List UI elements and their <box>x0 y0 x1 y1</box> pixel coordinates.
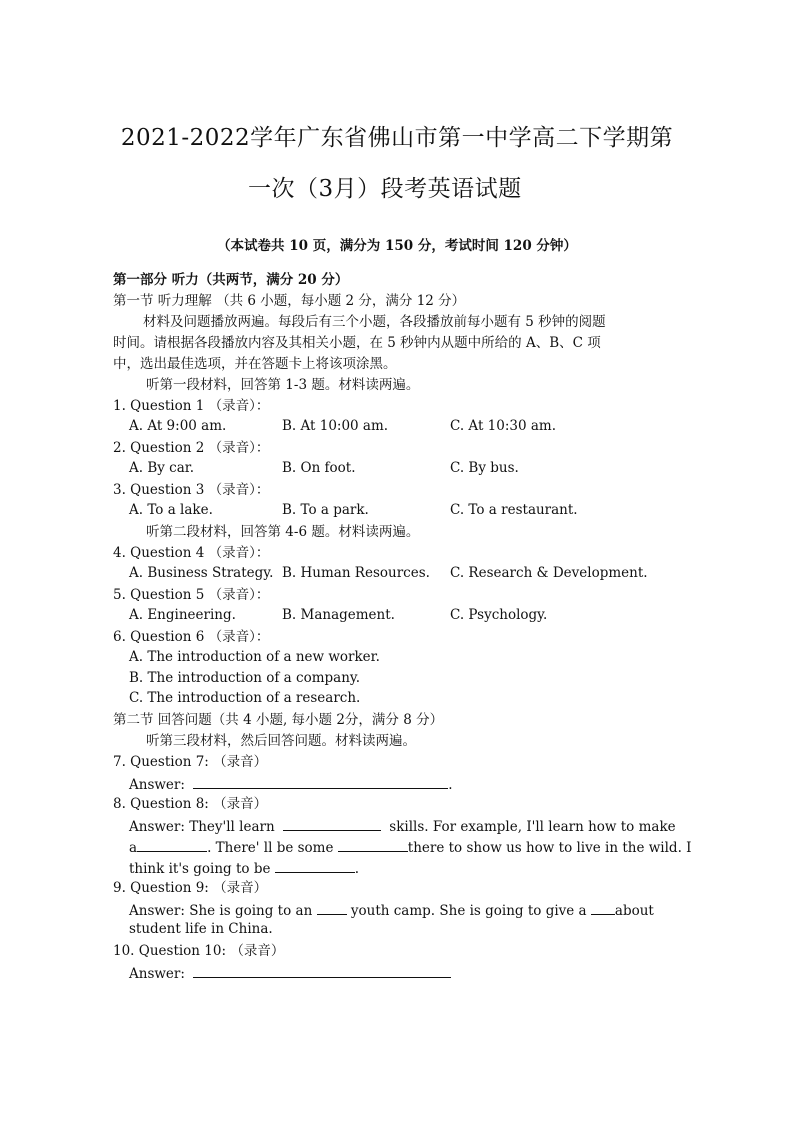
option-a: A. By car. <box>129 460 195 476</box>
listen-instruction-2: 听第二段材料，回答第 4-6 题。材料读两遍。 <box>146 524 420 540</box>
answer-text: about <box>614 903 654 919</box>
answer-blank[interactable] <box>283 816 381 831</box>
answer-blank[interactable] <box>193 774 448 789</box>
answer-text: . There' ll be some <box>207 840 334 856</box>
exam-note: （本试卷共 10 页，满分为 150 分，考试时间 120 分钟） <box>217 238 577 254</box>
option-c: C. By bus. <box>450 460 519 476</box>
answer-blank[interactable] <box>317 900 347 915</box>
listen-instruction-3: 听第三段材料，然后回答问题。材料读两遍。 <box>146 733 416 749</box>
option-c: C. To a restaurant. <box>450 502 578 518</box>
question-label: 2. Question 2 （录音）： <box>113 440 270 456</box>
exam-title-line2: 一次（3月）段考英语试题 <box>248 176 522 202</box>
option-b: B. On foot. <box>282 460 356 476</box>
question-label: 10. Question 10: （录音） <box>113 943 285 959</box>
answer-label: Answer: <box>129 966 185 982</box>
option-c: C. Research & Development. <box>450 565 648 581</box>
answer-line: Answer: . <box>129 774 453 793</box>
answer-text: Answer: They'll learn <box>129 819 275 835</box>
option-a: A. At 9:00 am. <box>129 418 227 434</box>
answer-blank[interactable] <box>338 837 408 852</box>
answer-blank[interactable] <box>193 963 451 978</box>
section2-heading: 第二节 回答问题（共 4 小题, 每小题 2分，满分 8 分） <box>113 712 444 728</box>
section1-heading: 第一节 听力理解 （共 6 小题，每小题 2 分，满分 12 分） <box>113 293 466 309</box>
option-a: A. Business Strategy. <box>129 565 274 581</box>
section1-instructions-3: 中，选出最佳选项，并在答题卡上将该项涂黑。 <box>113 356 397 372</box>
answer-line <box>129 963 451 982</box>
answer-text: a <box>129 840 138 856</box>
answer-label: Answer: <box>129 777 185 793</box>
option-b: B. To a park. <box>282 502 369 518</box>
section1-instructions-1: 材料及问题播放两遍。每段后有三个小题，各段播放前每小题有 5 秒钟的阅题 <box>143 314 606 330</box>
option-b: B. Management. <box>282 607 395 623</box>
exam-title-line1: 2021-2022学年广东省佛山市第一中学高二下学期第 <box>120 125 674 151</box>
answer-text: think it's going to be <box>129 861 271 877</box>
option-a: A. The introduction of a new worker. <box>129 649 380 665</box>
answer-text: skills. For example, I'll learn how to make <box>389 819 676 835</box>
question-label: 4. Question 4 （录音）： <box>113 545 270 561</box>
answer-text: Answer: She is going to an <box>129 903 313 919</box>
answer-line <box>129 816 681 835</box>
option-c: C. Psychology. <box>450 607 548 623</box>
question-label: 8. Question 8: （录音） <box>113 796 268 812</box>
answer-blank[interactable] <box>275 858 355 873</box>
question-label: 7. Question 7: （录音） <box>113 754 268 770</box>
option-a: A. To a lake. <box>129 502 213 518</box>
question-label: 3. Question 3 （录音）： <box>113 482 270 498</box>
answer-line <box>129 858 359 877</box>
answer-line <box>129 837 692 856</box>
question-label: 1. Question 1 （录音）： <box>113 398 270 414</box>
answer-text: there to show us how to live in the wild. I <box>407 840 692 856</box>
option-b: B. Human Resources. <box>282 565 430 581</box>
question-label: 9. Question 9: （录音） <box>113 880 268 896</box>
answer-blank[interactable] <box>591 900 615 915</box>
option-c: C. At 10:30 am. <box>450 418 556 434</box>
option-b: B. At 10:00 am. <box>282 418 389 434</box>
answer-line: student life in China. <box>129 921 273 937</box>
listen-instruction-1: 听第一段材料，回答第 1-3 题。材料读两遍。 <box>146 377 420 393</box>
option-c: C. The introduction of a research. <box>129 690 361 706</box>
question-label: 5. Question 5 （录音）： <box>113 587 270 603</box>
answer-text: youth camp. She is going to give a <box>350 903 587 919</box>
option-a: A. Engineering. <box>129 607 236 623</box>
option-b: B. The introduction of a company. <box>129 670 361 686</box>
answer-text: . <box>354 861 360 877</box>
part1-heading: 第一部分 听力（共两节，满分 20 分） <box>113 272 349 288</box>
question-label: 6. Question 6 （录音）： <box>113 629 270 645</box>
section1-instructions-2: 时间。请根据各段播放内容及其相关小题，在 5 秒钟内从题中所给的 A、B、C 项 <box>113 335 601 351</box>
answer-blank[interactable] <box>137 837 207 852</box>
answer-line <box>129 900 654 919</box>
